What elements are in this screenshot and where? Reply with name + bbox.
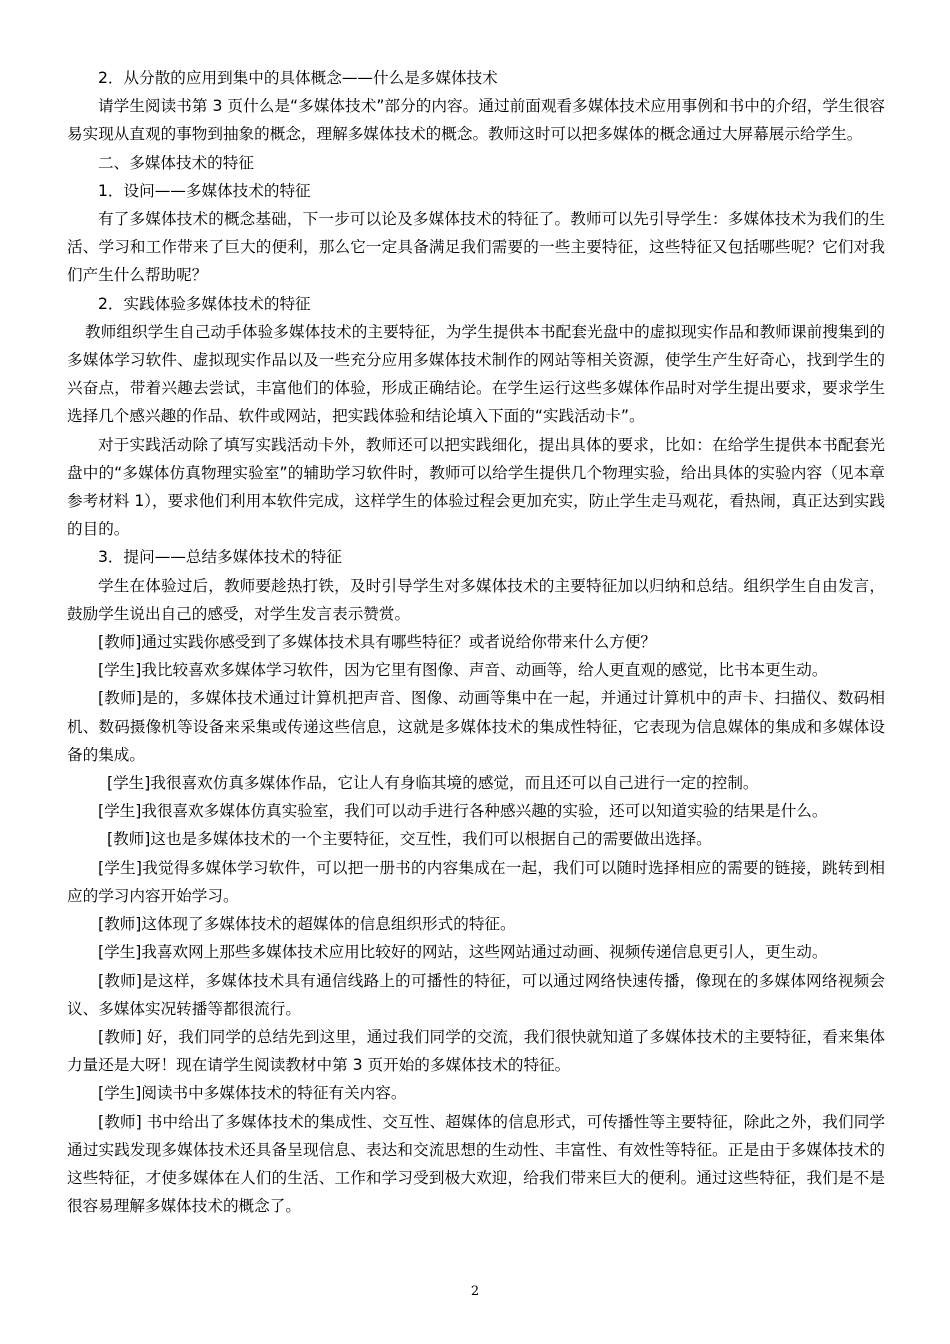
dialogue-line: [教师]这也是多媒体技术的一个主要特征，交互性，我们可以根据自己的需要做出选择。 <box>107 830 712 849</box>
dialogue-line: [学生]我比较喜欢多媒体学习软件，因为它里有图像、声音、动画等，给人更直观的感觉，比书本更生动。 <box>98 661 828 680</box>
dialogue-line: [教师]是的，多媒体技术通过计算机把声音、图像、动画等集中在一起，并通过计算机中的声卡、扫描仪、数码相机、数码摄像机等设备来采集或传递这些信息，这就是多媒体技术的集成性特征，它表现为信息媒体的集成和多媒体设备的集成。 <box>67 689 885 764</box>
dialogue-line: [学生]我觉得多媒体学习软件，可以把一册书的内容集成在一起，我们可以随时选择相应的需要的链接，跳转到相应的学习内容开始学习。 <box>67 858 885 905</box>
dialogue-line: [教师] 好，我们同学的总结先到这里，通过我们同学的交流，我们很快就知道了多媒体技术的主要特征，看来集体力量还是大呀！现在请学生阅读教材中第 3 页开始的多媒体技术的特征。 <box>67 1027 885 1075</box>
page-number: 2 <box>470 1284 480 1299</box>
paragraph: 请学生阅读书第 3 页什么是“多媒体技术”部分的内容。通过前面观看多媒体技术应用事例和书中的介绍，学生很容易实现从直观的事物到抽象的概念，理解多媒体技术的概念。教师这时可以把多媒体的概念通过大屏幕展示给学生。 <box>67 97 885 144</box>
dialogue-line: [教师]是这样，多媒体技术具有通信线路上的可播性的特征，可以通过网络快速传播，像现在的多媒体网络视频会议、多媒体实况转播等都很流行。 <box>67 971 885 1018</box>
document-body <box>67 64 885 1220</box>
paragraph: 教师组织学生自己动手体验多媒体技术的主要特征，为学生提供本书配套光盘中的虚拟现实作品和教师课前搜集到的多媒体学习软件、虚拟现实作品以及一些充分应用多媒体技术制作的网站等相关资源，使学生产生好奇心，找到学生的兴奋点，带着兴趣去尝试，丰富他们的体验，形成正确结论。在学生运行这些多媒体作品时对学生提出要求，要求学生选择几个感兴趣的作品、软件或网站，把实践体验和结论填入下面的“实践活动卡”。 <box>67 322 885 426</box>
dialogue-line: [教师]这体现了多媒体技术的超媒体的信息组织形式的特征。 <box>98 915 516 934</box>
dialogue-line: [教师] 书中给出了多媒体技术的集成性、交互性、超媒体的信息形式，可传播性等主要特征，除此之外，我们同学通过实践发现多媒体技术还具备呈现信息、表达和交流思想的生动性、丰富性、有效性等特征。正是由于多媒体技术的这些特征，才使多媒体在人们的生活、工作和学习受到极大欢迎，给我们带来巨大的便利。通过这些特征，我们是不是很容易理解多媒体技术的概念了。 <box>67 1112 885 1216</box>
dialogue-line: [学生]我很喜欢仿真多媒体作品，它让人有身临其境的感觉，而且还可以自己进行一定的控制。 <box>107 774 759 793</box>
subsection-heading-practice: 2．实践体验多媒体技术的特征 <box>98 294 311 313</box>
section-heading-concept: 2．从分散的应用到集中的具体概念——什么是多媒体技术 <box>98 69 498 87</box>
subsection-heading-question: 1．设问——多媒体技术的特征 <box>98 181 311 200</box>
paragraph: 对于实践活动除了填写实践活动卡外，教师还可以把实践细化，提出具体的要求，比如：在给学生提供本书配套光盘中的“多媒体仿真物理实验室”的辅助学习软件时，教师可以给学生提供几个物理实验，给出具体的实验内容（见本章参考材料 1），要求他们利用本软件完成，这样学生的体验过程会更加充实，防止学生走马观花，看热闹，真正达到实践的目的。 <box>67 435 885 539</box>
subsection-heading-summary: 3．提问——总结多媒体技术的特征 <box>98 548 342 567</box>
dialogue-line: [教师]通过实践你感受到了多媒体技术具有哪些特征？或者说给你带来什么方便？ <box>98 633 656 652</box>
paragraph: 学生在体验过后，教师要趁热打铁，及时引导学生对多媒体技术的主要特征加以归纳和总结。组织学生自由发言，鼓励学生说出自己的感受，对学生发言表示赞赏。 <box>67 576 885 623</box>
dialogue-line: [学生]我喜欢网上那些多媒体技术应用比较好的网站，这些网站通过动画、视频传递信息更引人，更生动。 <box>98 943 828 962</box>
section-heading-features: 二、多媒体技术的特征 <box>98 153 254 172</box>
dialogue-line: [学生]阅读书中多媒体技术的特征有关内容。 <box>98 1084 407 1103</box>
paragraph: 有了多媒体技术的概念基础，下一步可以论及多媒体技术的特征了。教师可以先引导学生：多媒体技术为我们的生活、学习和工作带来了巨大的便利，那么它一定具备满足我们需要的一些主要特征，这些特征又包括哪些呢？它们对我们产生什么帮助呢？ <box>67 210 885 285</box>
dialogue-line: [学生]我很喜欢多媒体仿真实验室，我们可以动手进行各种感兴趣的实验，还可以知道实验的结果是什么。 <box>98 802 828 821</box>
